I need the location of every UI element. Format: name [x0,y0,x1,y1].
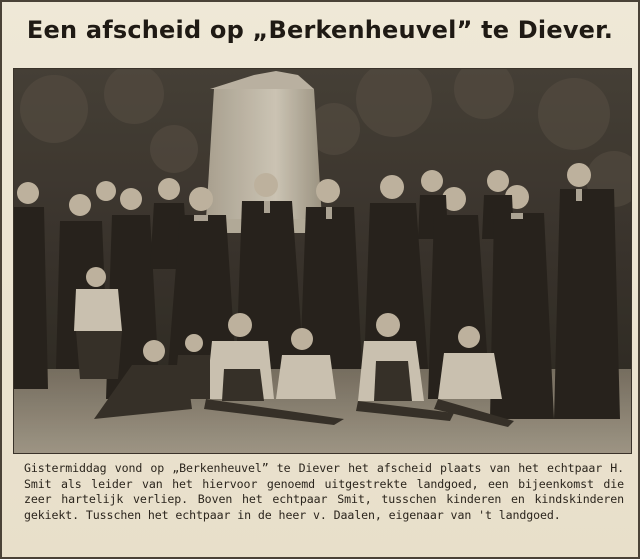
photo-caption: Gistermiddag vond op „Berkenheuvel” te Diever het afscheid plaats van het echtpaar H. Smit als leider van het hiervoor genoemd uitgestrekte landgoed, een bijeenkomst die zeer hartelijk verliep. Boven het echtpaar Smit, tusschen kinderen en kindskinderen gekiekt. Tusschen het echtpaar in de heer v. Daalen, eigenaar van 't landgoed. [24,461,624,522]
photo-illustration [14,69,631,453]
group-photograph [13,68,632,454]
headline: Een afscheid op „Berkenheuvel” te Diever. [26,16,614,44]
halftone-overlay [14,69,631,453]
